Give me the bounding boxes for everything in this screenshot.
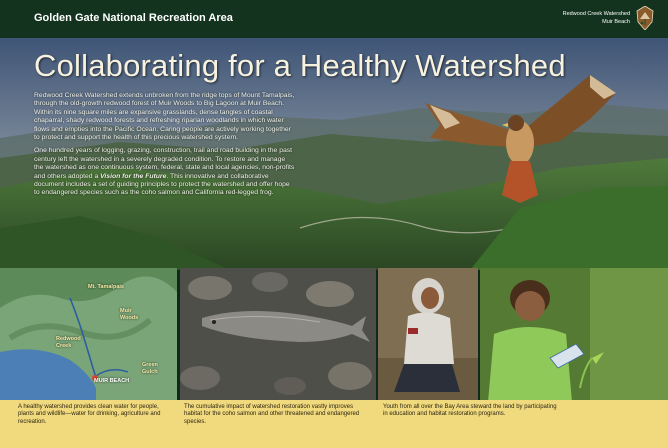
site-name-line-2: Muir Beach: [602, 19, 630, 25]
landscape-photo: [0, 38, 668, 270]
map-label-mt-tamalpais: Mt. Tamalpais: [88, 284, 124, 290]
vision-document-title: Vision for the Future: [100, 172, 167, 180]
map-label-redwood-creek-line-2: Creek: [56, 342, 72, 349]
body-paragraph-1: Redwood Creek Watershed extends unbroken from the ridge tops of Mount Tamalpais, through the old-growth redwood forest of Muir Woods to Big Lagoon at Muir Beach. Within its nine square miles are expansive grasslands, dense tangles of coastal chaparral, shady redwood forests and refreshing riparian woodlands in which water flows and empties into the Pacific Ocean. Caring people are actively working together to protect and support the health of this precious watershed system.: [34, 92, 295, 142]
youth-volunteer-photo: [378, 268, 478, 402]
body-paragraph-2: [34, 147, 296, 197]
map-label-muir-beach: MUIR BEACH: [94, 378, 130, 384]
youth-with-plants-photo: [480, 268, 668, 402]
map-label-redwood-creek: [56, 336, 81, 349]
header-bar: [0, 0, 668, 38]
salmon-photo: [180, 268, 376, 402]
map-label-muir-woods-line-2: Woods: [120, 314, 139, 321]
caption-map: A healthy watershed provides clean water for people, plants and wildlife—water for drinking, agriculture and recreation.: [18, 404, 161, 425]
body-paragraph-2-end: . This innovative and collaborative document includes a set of guiding principles to protect the watershed and offer hope to endangered species such as the coho salmon and California red-legged frog.: [34, 172, 290, 197]
nps-arrowhead-icon: [636, 6, 654, 30]
body-paragraph-2-start: One hundred years of logging, grazing, construction, trail and road building in the past century left the watershed in a severely degraded condition. To restore and manage the watershed as one continuous system, federal, state and local agencies, non-profits and others adopted a: [34, 147, 295, 180]
girl-planting-illustration: [378, 268, 478, 402]
caption-youth: Youth from all over the Bay Area steward the land by participating in education and habitat restoration programs.: [383, 404, 557, 418]
sign-title: Collaborating for a Healthy Watershed: [34, 48, 566, 83]
park-name: Golden Gate National Recreation Area: [34, 12, 233, 24]
caption-salmon: The cumulative impact of watershed restoration vastly improves habitat for the coho salmon and other threatened and endangered species.: [184, 404, 360, 425]
map-label-muir-woods-line-1: Muir: [120, 308, 132, 314]
site-name: [510, 10, 630, 26]
body-text: [34, 92, 296, 203]
map-label-redwood-creek-line-1: Redwood: [56, 336, 81, 342]
map-label-green-gulch-line-1: Green: [142, 362, 158, 368]
map-label-green-gulch: [142, 362, 158, 375]
boy-with-seedling-illustration: [480, 268, 668, 402]
map-label-muir-woods: [120, 308, 138, 321]
site-name-line-1: Redwood Creek Watershed: [562, 11, 630, 17]
salmon-in-creek-illustration: [180, 268, 376, 402]
caption-strip: [0, 400, 668, 448]
map-label-green-gulch-line-2: Gulch: [142, 368, 158, 375]
watershed-map: [0, 268, 177, 402]
